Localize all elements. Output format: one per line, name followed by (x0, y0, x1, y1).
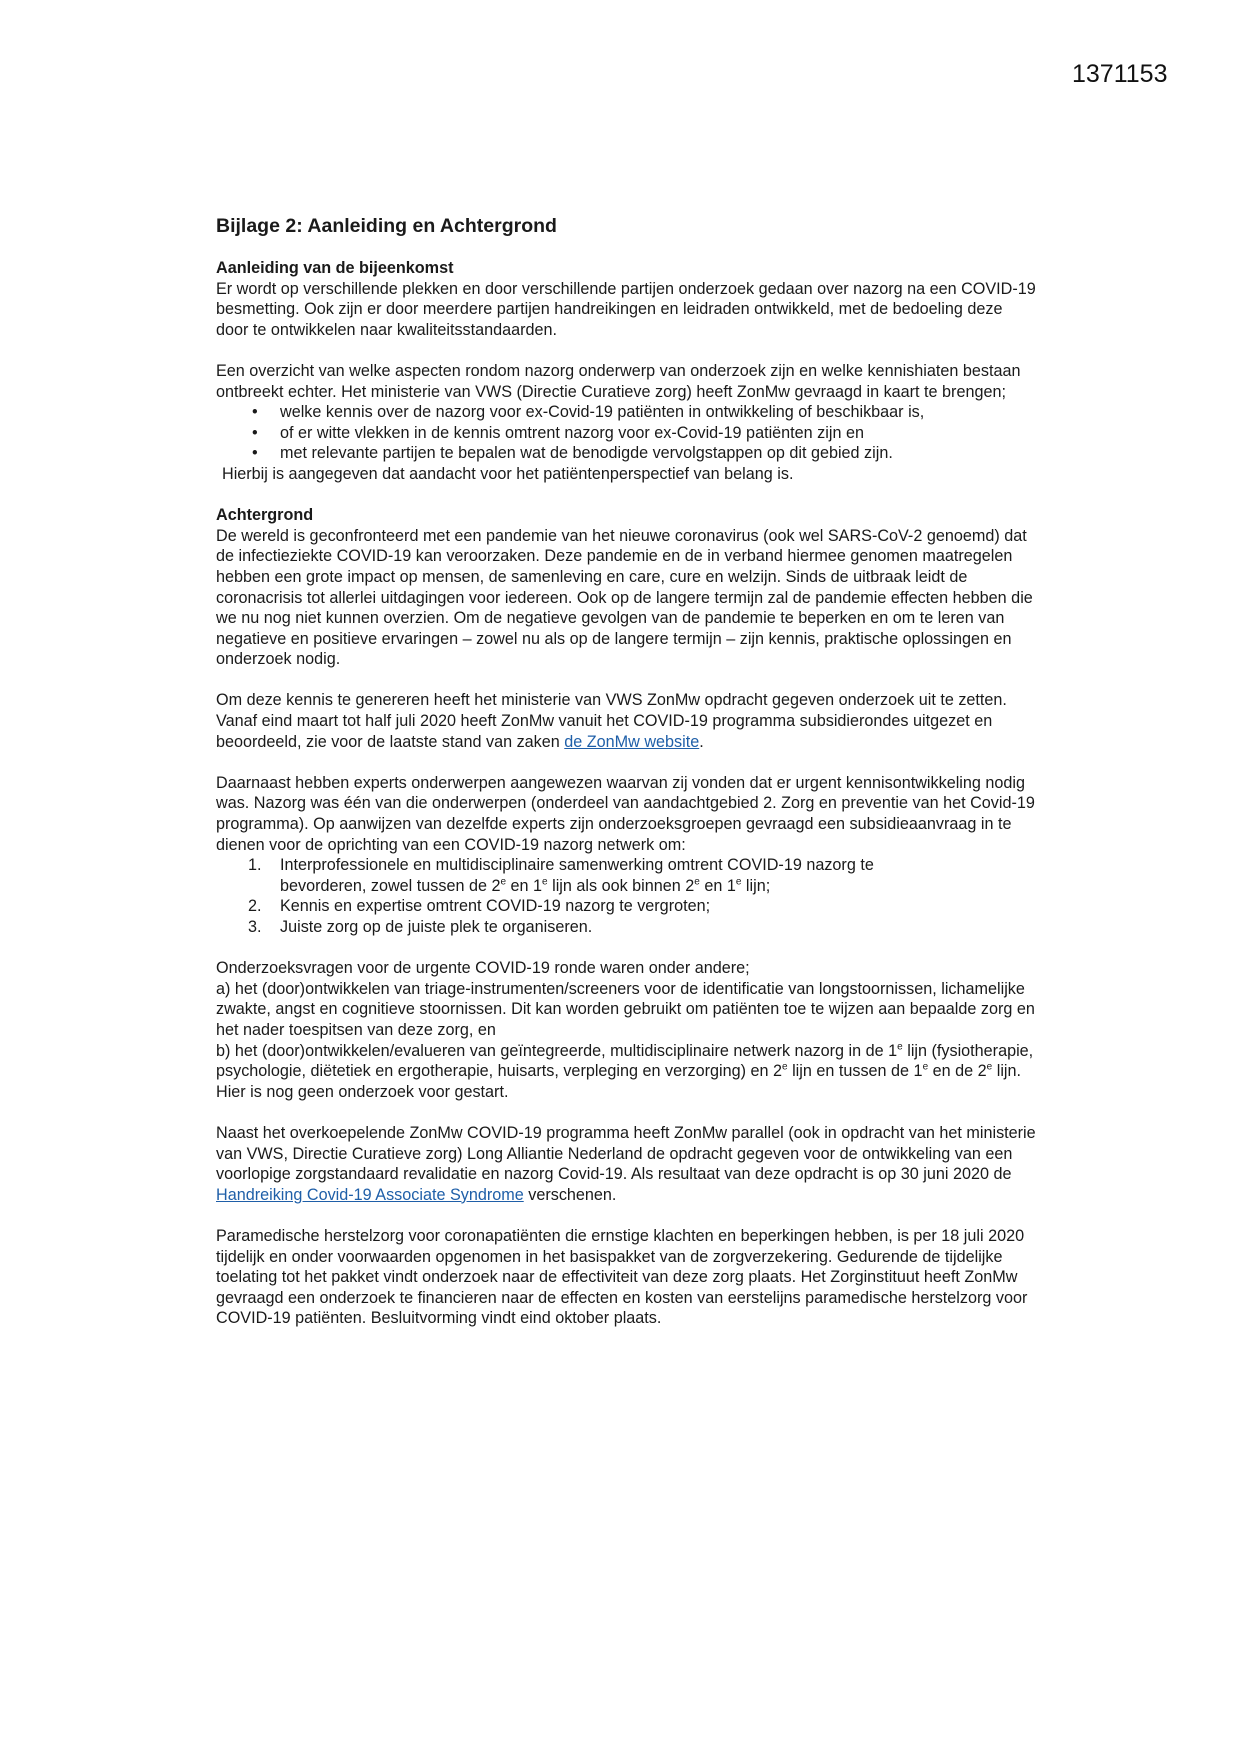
aanleiding-overview-block (216, 361, 1036, 485)
page-title: Bijlage 2: Aanleiding en Achtergrond (216, 215, 557, 237)
superscript: e (500, 876, 507, 888)
superscript: e (782, 1061, 788, 1073)
onderzoeksvragen-block (216, 958, 1036, 1102)
handreiking-link[interactable]: Handreiking Covid-19 Associate Syndrome (216, 1185, 524, 1204)
paragraph-achtergrond-1: De wereld is geconfronteerd met een pandemie van het nieuwe coronavirus (ook wel SARS-CoV-2 genoemd) dat de infectieziekte COVID-19 kan veroorzaken. Deze pandemie en de in verband hiermee genomen maatregelen hebben een grote impact op mensen, de samenleving en care, cure en welzijn. Sinds de uitbraak leidt de coronacrisis tot allerlei uitdagingen voor iedereen. Ook op de langere termijn zal de pandemie effecten hebben die we nu nog niet kunnen overzien. Om de negatieve gevolgen van de pandemie te beperken en om te leren van negatieve en positieve ervaringen – zowel nu als op de langere termijn – zijn kennis, praktische oplossingen en onderzoek nodig. (216, 526, 1033, 669)
aanleiding-section (216, 258, 1036, 340)
list-item-text: welke kennis over de nazorg voor ex-Covid-19 patiënten in ontwikkeling of beschikbaar is, (280, 403, 925, 422)
superscript: e (922, 1061, 929, 1073)
section-heading-achtergrond: Achtergrond (216, 506, 314, 525)
superscript: e (897, 1041, 903, 1053)
paragraph-onderzoeksvragen-b (216, 1041, 1036, 1103)
list-item-text: Kennis en expertise omtrent COVID-19 nazorg te vergroten; (280, 897, 711, 916)
paragraph-aanleiding-3: Hierbij is aangegeven dat aandacht voor het patiëntenperspectief van belang is. (222, 464, 794, 483)
paragraph-text: Naast het overkoepelende ZonMw COVID-19 programma heeft ZonMw parallel (ook in opdracht van het ministerie van VWS, Directie Curatieve zorg) Long Alliantie Nederland de opdracht gegeven voor de ontwikkeling van een voorlopige zorgstandaard revalidatie en nazorg Covid-19. Als resultaat van deze opdracht is op 30 juni 2020 de (216, 1123, 1036, 1184)
paragraph-text: en de 2 (928, 1062, 987, 1081)
paragraph-text: . (699, 732, 704, 751)
paragraph-achtergrond-3: Daarnaast hebben experts onderwerpen aangewezen waarvan zij vonden dat er urgent kennisontwikkeling nodig was. Nazorg was één van die onderwerpen (onderdeel van aandachtgebied 2. Zorg en preventie van het Covid-19 programma). Op aanwijzen van dezelfde experts zijn onderzoeksgroepen gevraagd een subsidieaanvraag in te dienen voor de oprichting van een COVID-19 nazorg netwerk om: (216, 773, 1035, 854)
superscript: e (542, 876, 548, 888)
superscript: e (735, 876, 742, 888)
bullet-icon: • (252, 444, 258, 463)
list-item-text: lijn als ook binnen 2 (547, 876, 695, 895)
paragraph-text: Om deze kennis te genereren heeft het ministerie van VWS ZonMw opdracht gegeven onderzoek uit te zetten. Vanaf eind maart tot half juli 2020 heeft ZonMw vanuit het COVID-19 programma subsidierondes uitgezet en beoordeeld, zie voor de laatste stand van zaken (216, 691, 1007, 751)
paragraph-achtergrond-5 (216, 1123, 1036, 1205)
achtergrond-section (216, 505, 1036, 670)
bullet-list (216, 402, 1036, 464)
list-item (216, 423, 1036, 444)
zonmw-website-link[interactable]: de ZonMw website (564, 732, 700, 751)
paragraph-aanleiding-1: Er wordt op verschillende plekken en door verschillende partijen onderzoek gedaan over nazorg na een COVID-19 besmetting. Ook zijn er door meerdere partijen handreikingen en leidraden ontwikkeld, met de bedoeling deze door te ontwikkelen naar kwaliteitsstandaarden. (216, 279, 1036, 339)
numbered-list (216, 855, 1036, 937)
list-item-text: bevorderen, zowel tussen de 2 (280, 876, 501, 895)
list-item (216, 917, 1036, 938)
document-number: 1371153 (1072, 60, 1168, 88)
bullet-icon: • (252, 423, 258, 442)
paragraph-achtergrond-6: Paramedische herstelzorg voor coronapatiënten die ernstige klachten en beperkingen hebben, is per 18 juli 2020 tijdelijk en onder voorwaarden opgenomen in het basispakket van de zorgverzekering. Gedurende de tijdelijke toelating tot het pakket vindt onderzoek naar de effectiviteit van deze zorg plaats. Het Zorginstituut heeft ZonMw gevraagd een onderzoek te financieren naar de effecten en kosten van eerstelijns paramedische herstelzorg voor COVID-19 patiënten. Besluitvorming vindt eind oktober plaats. (216, 1226, 1028, 1328)
paragraph-achtergrond-2 (216, 690, 1036, 752)
superscript: e (986, 1061, 993, 1073)
paragraph-text: lijn. Hier is nog geen onderzoek voor gestart. (216, 1062, 1022, 1101)
list-item (216, 896, 1036, 917)
document-body (216, 214, 1036, 1349)
section-heading-aanleiding: Aanleiding van de bijeenkomst (216, 259, 454, 277)
list-item-text: lijn; (741, 876, 771, 895)
list-item (216, 855, 1036, 896)
list-item-text: Juiste zorg op de juiste plek te organiseren. (280, 918, 593, 936)
paragraph-text: lijn en tussen de 1 (787, 1062, 923, 1081)
paragraph-aanleiding-2: Een overzicht van welke aspecten rondom nazorg onderwerp van onderzoek zijn en welke kennishiaten bestaan ontbreekt echter. Het ministerie van VWS (Directie Curatieve zorg) heeft ZonMw gevraagd in kaart te brengen; (216, 361, 1021, 401)
bullet-icon: • (252, 403, 258, 422)
list-number: 2. (248, 897, 262, 916)
paragraph-text: verschenen. (523, 1185, 617, 1204)
list-item-text: Interprofessionele en multidisciplinaire samenwerking omtrent COVID-19 nazorg te (280, 856, 874, 875)
list-item-text: en 1 (506, 876, 543, 895)
paragraph-onderzoeksvragen-a: a) het (door)ontwikkelen van triage-instrumenten/screeners voor de identificatie van longstoornissen, lichamelijke zwakte, angst en cognitieve stoornissen. Dit kan worden gebruikt om patiënten toe te wijzen aan bepaalde zorg en het nader toespitsen van deze zorg, en (216, 979, 1035, 1039)
list-item-text: en 1 (699, 876, 736, 895)
list-number: 3. (248, 918, 262, 936)
experts-block (216, 773, 1036, 938)
list-number: 1. (248, 856, 262, 875)
list-item (216, 443, 1036, 464)
paragraph-text: b) het (door)ontwikkelen/evalueren van geïntegreerde, multidisciplinaire netwerk nazorg in de 1 (216, 1041, 898, 1060)
paragraph-text: lijn (fysiotherapie, psychologie, diëtetiek en ergotherapie, huisarts, verpleging en verzorging) en 2 (216, 1041, 1034, 1081)
list-item-text: met relevante partijen te bepalen wat de benodigde vervolgstappen op dit gebied zijn. (280, 444, 893, 463)
superscript: e (694, 876, 700, 888)
list-item (216, 402, 1036, 423)
list-item-text: of er witte vlekken in de kennis omtrent nazorg voor ex-Covid-19 patiënten zijn en (280, 423, 864, 442)
paragraph-onderzoeksvragen-intro: Onderzoeksvragen voor de urgente COVID-19 ronde waren onder andere; (216, 959, 750, 978)
